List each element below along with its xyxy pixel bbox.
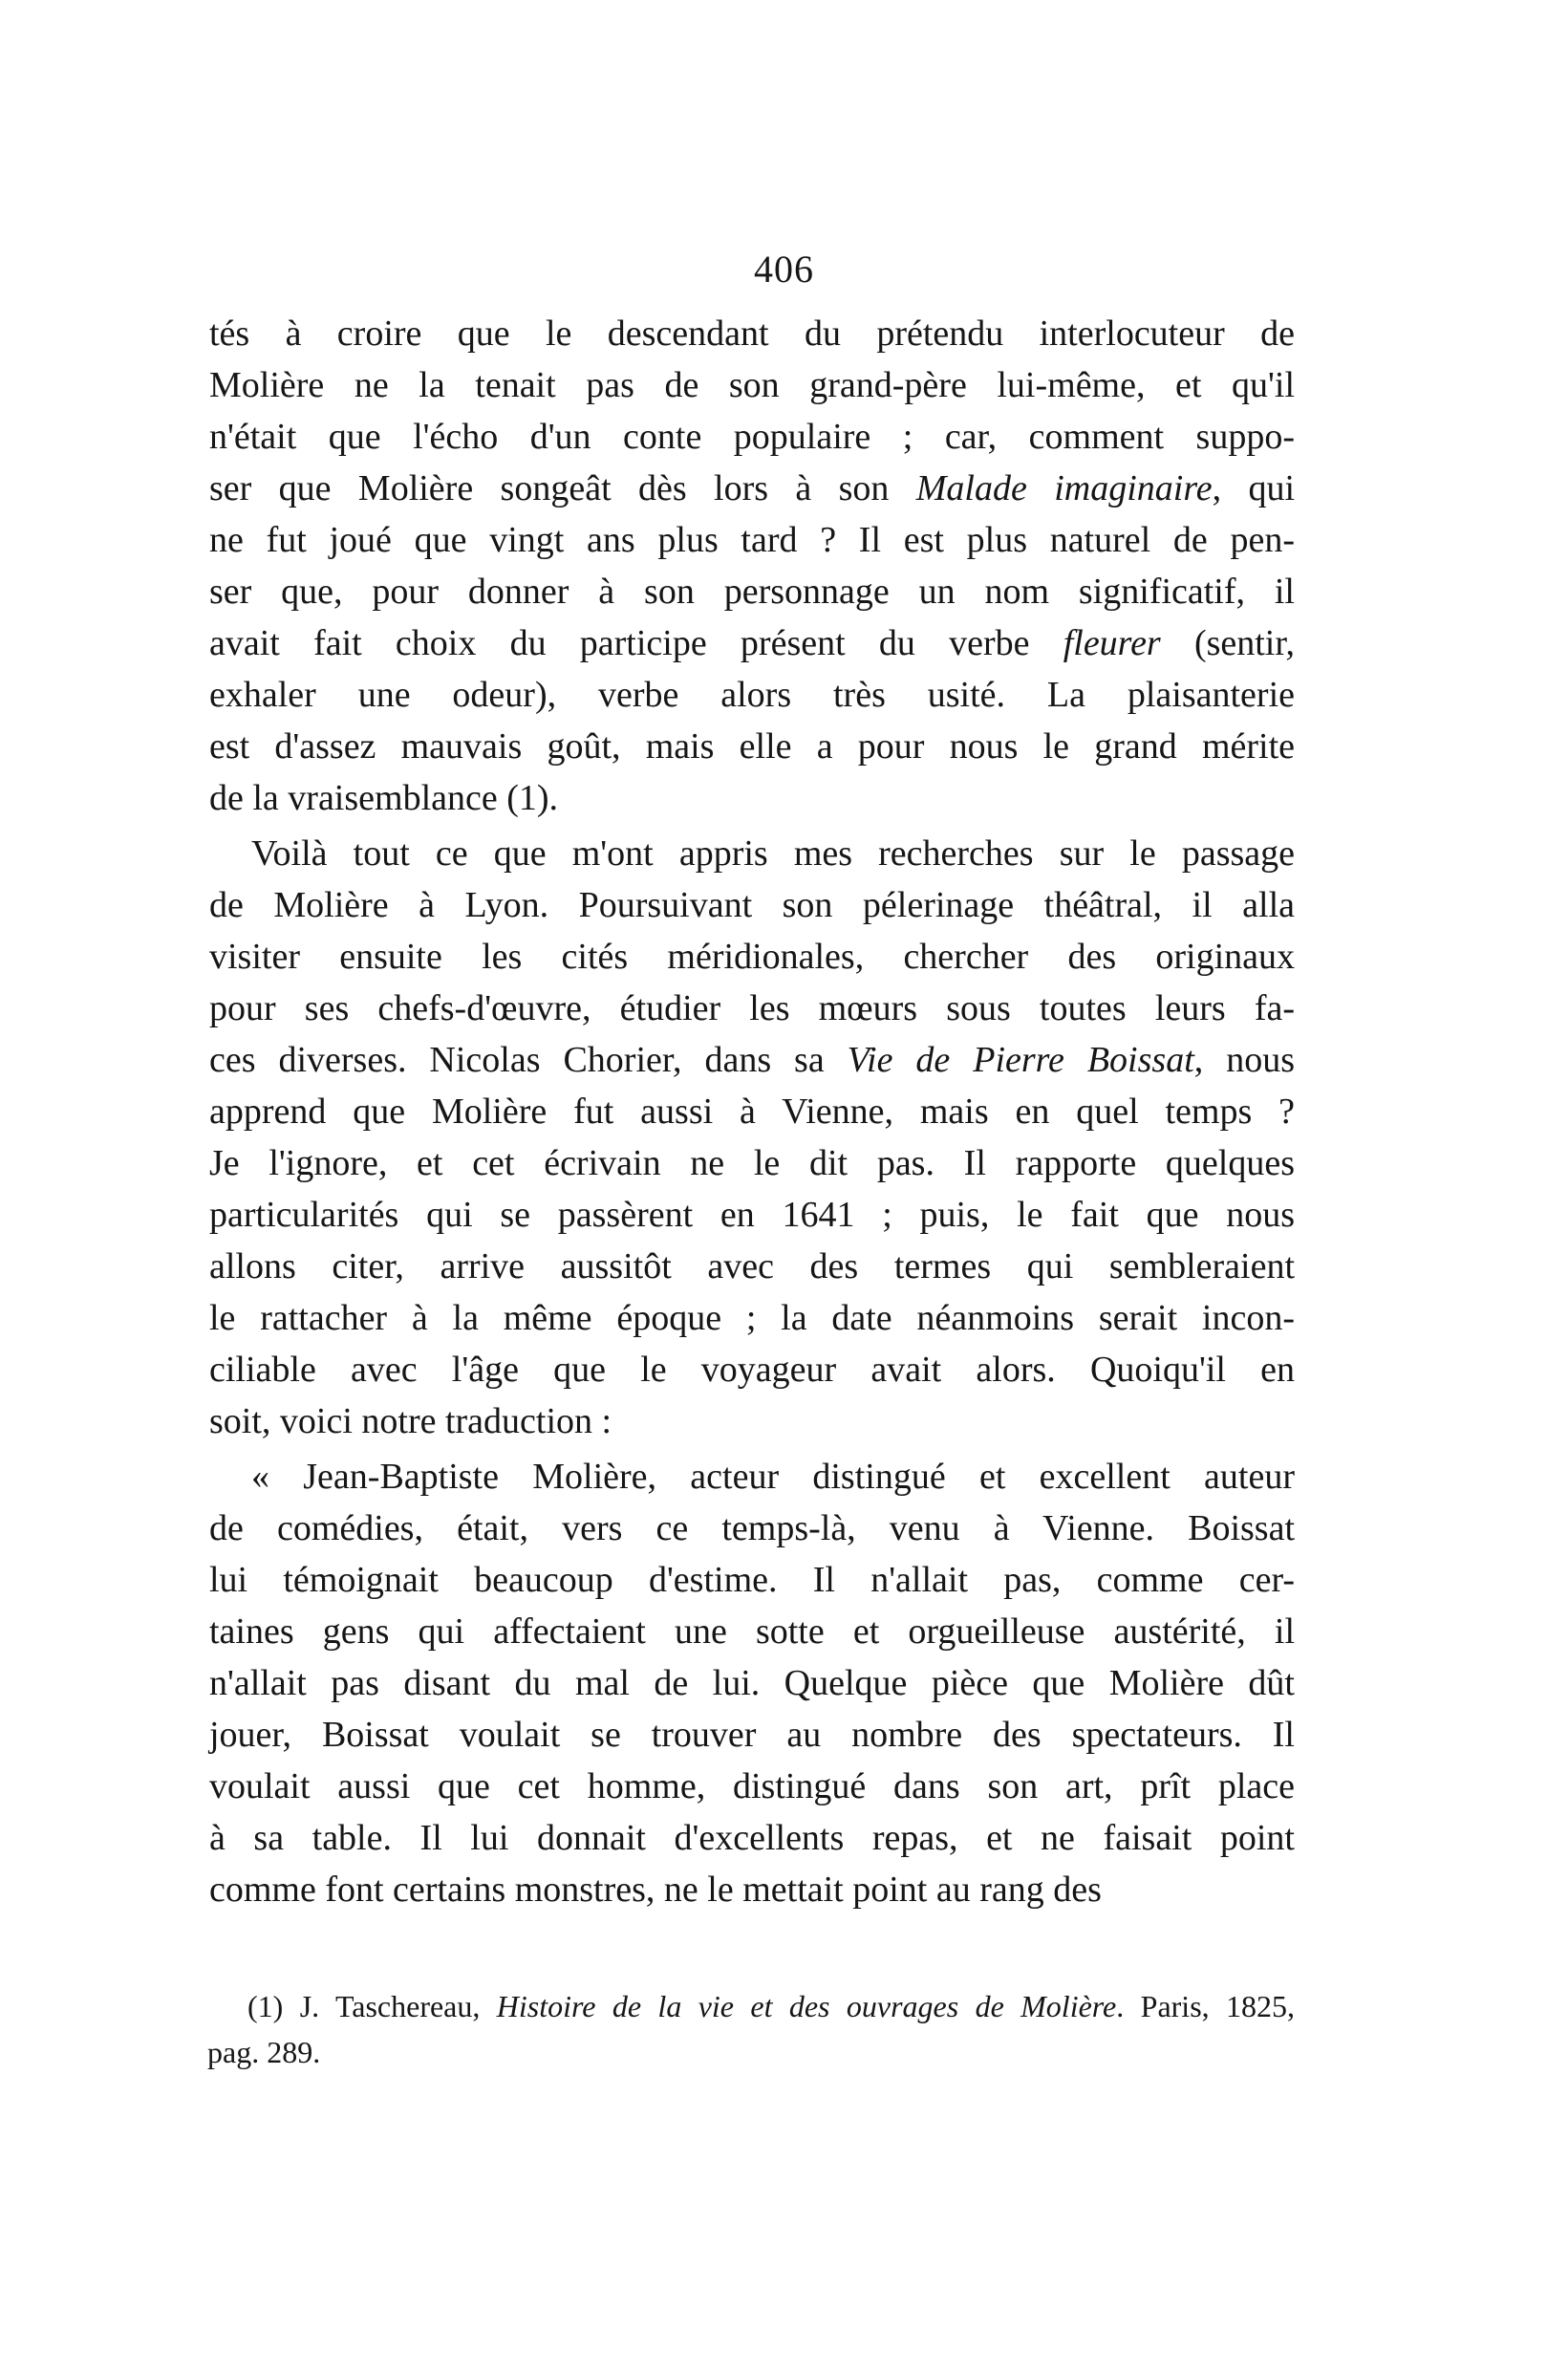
text-line: ne fut joué que vingt ans plus tard ? Il est plus naturel de pen- bbox=[209, 520, 1295, 560]
page-number: 406 bbox=[754, 248, 814, 291]
text-line: avait fait choix du participe présent du verbe fleurer (sentir, bbox=[209, 623, 1295, 663]
paragraph bbox=[209, 828, 1295, 1447]
footnote-line: pag. 289. bbox=[207, 2035, 321, 2069]
text-line: voulait aussi que cet homme, distingué dans son art, prît place bbox=[209, 1766, 1295, 1806]
text-line: n'était que l'écho d'un conte populaire ; car, comment suppo- bbox=[209, 417, 1295, 457]
text-line: à sa table. Il lui donnait d'excellents repas, et ne faisait point bbox=[209, 1818, 1295, 1858]
text-line: taines gens qui affectaient une sotte et orgueilleuse austérité, il bbox=[209, 1611, 1295, 1652]
text-line: « Jean-Baptiste Molière, acteur distingué et excellent auteur bbox=[251, 1457, 1295, 1497]
italic-title: Vie de Pierre Boissat bbox=[847, 1040, 1194, 1080]
text-line: de la vraisemblance (1). bbox=[209, 778, 559, 818]
text-line: ciliable avec l'âge que le voyageur avait alors. Quoiqu'il en bbox=[209, 1350, 1295, 1390]
paragraph bbox=[209, 308, 1295, 824]
text-line: particularités qui se passèrent en 1641 ; puis, le fait que nous bbox=[209, 1195, 1295, 1235]
text-line: est d'assez mauvais goût, mais elle a pour nous le grand mérite bbox=[209, 726, 1295, 767]
text-line: apprend que Molière fut aussi à Vienne, mais en quel temps ? bbox=[209, 1092, 1295, 1132]
text-line: le rattacher à la même époque ; la date néanmoins serait incon- bbox=[209, 1298, 1295, 1338]
text-line: ces diverses. Nicolas Chorier, dans sa Vie de Pierre Boissat, nous bbox=[209, 1040, 1295, 1080]
italic-title: fleurer bbox=[1063, 623, 1161, 663]
text-line: tés à croire que le descendant du prétendu interlocuteur de bbox=[209, 313, 1295, 354]
text-line: lui témoignait beaucoup d'estime. Il n'allait pas, comme cer- bbox=[209, 1560, 1295, 1600]
text-line: allons citer, arrive aussitôt avec des termes qui sembleraient bbox=[209, 1246, 1295, 1286]
text-line: ser que, pour donner à son personnage un nom significatif, il bbox=[209, 572, 1295, 612]
paragraph bbox=[209, 1451, 1295, 1915]
text-line: de comédies, était, vers ce temps-là, venu à Vienne. Boissat bbox=[209, 1508, 1295, 1548]
text-line: comme font certains monstres, ne le mettait point au rang des bbox=[209, 1870, 1102, 1910]
text-line: visiter ensuite les cités méridionales, chercher des originaux bbox=[209, 937, 1295, 977]
text-line: exhaler une odeur), verbe alors très usité. La plaisanterie bbox=[209, 675, 1295, 715]
text-line: n'allait pas disant du mal de lui. Quelque pièce que Molière dût bbox=[209, 1663, 1295, 1703]
text-line: ser que Molière songeât dès lors à son Malade imaginaire, qui bbox=[209, 468, 1295, 508]
text-line: de Molière à Lyon. Poursuivant son pélerinage théâtral, il alla bbox=[209, 885, 1295, 925]
italic-title: Histoire de la vie et des ouvrages de Molière bbox=[496, 1989, 1117, 2023]
text-line: jouer, Boissat voulait se trouver au nombre des spectateurs. Il bbox=[209, 1715, 1295, 1755]
text-line: Je l'ignore, et cet écrivain ne le dit pas. Il rapporte quelques bbox=[209, 1143, 1295, 1183]
text-line: Voilà tout ce que m'ont appris mes recherches sur le passage bbox=[251, 833, 1295, 874]
text-line: pour ses chefs-d'œuvre, étudier les mœurs sous toutes leurs fa- bbox=[209, 988, 1295, 1028]
footnote-line: (1) J. Taschereau, Histoire de la vie et des ouvrages de Molière. Paris, 1825, bbox=[247, 1989, 1296, 2023]
footnote bbox=[207, 1983, 1296, 2075]
text-line: Molière ne la tenait pas de son grand-père lui-même, et qu'il bbox=[209, 365, 1295, 405]
italic-title: Malade imaginaire bbox=[915, 468, 1213, 508]
body-text bbox=[209, 308, 1295, 1915]
text-line: soit, voici notre traduction : bbox=[209, 1401, 612, 1441]
